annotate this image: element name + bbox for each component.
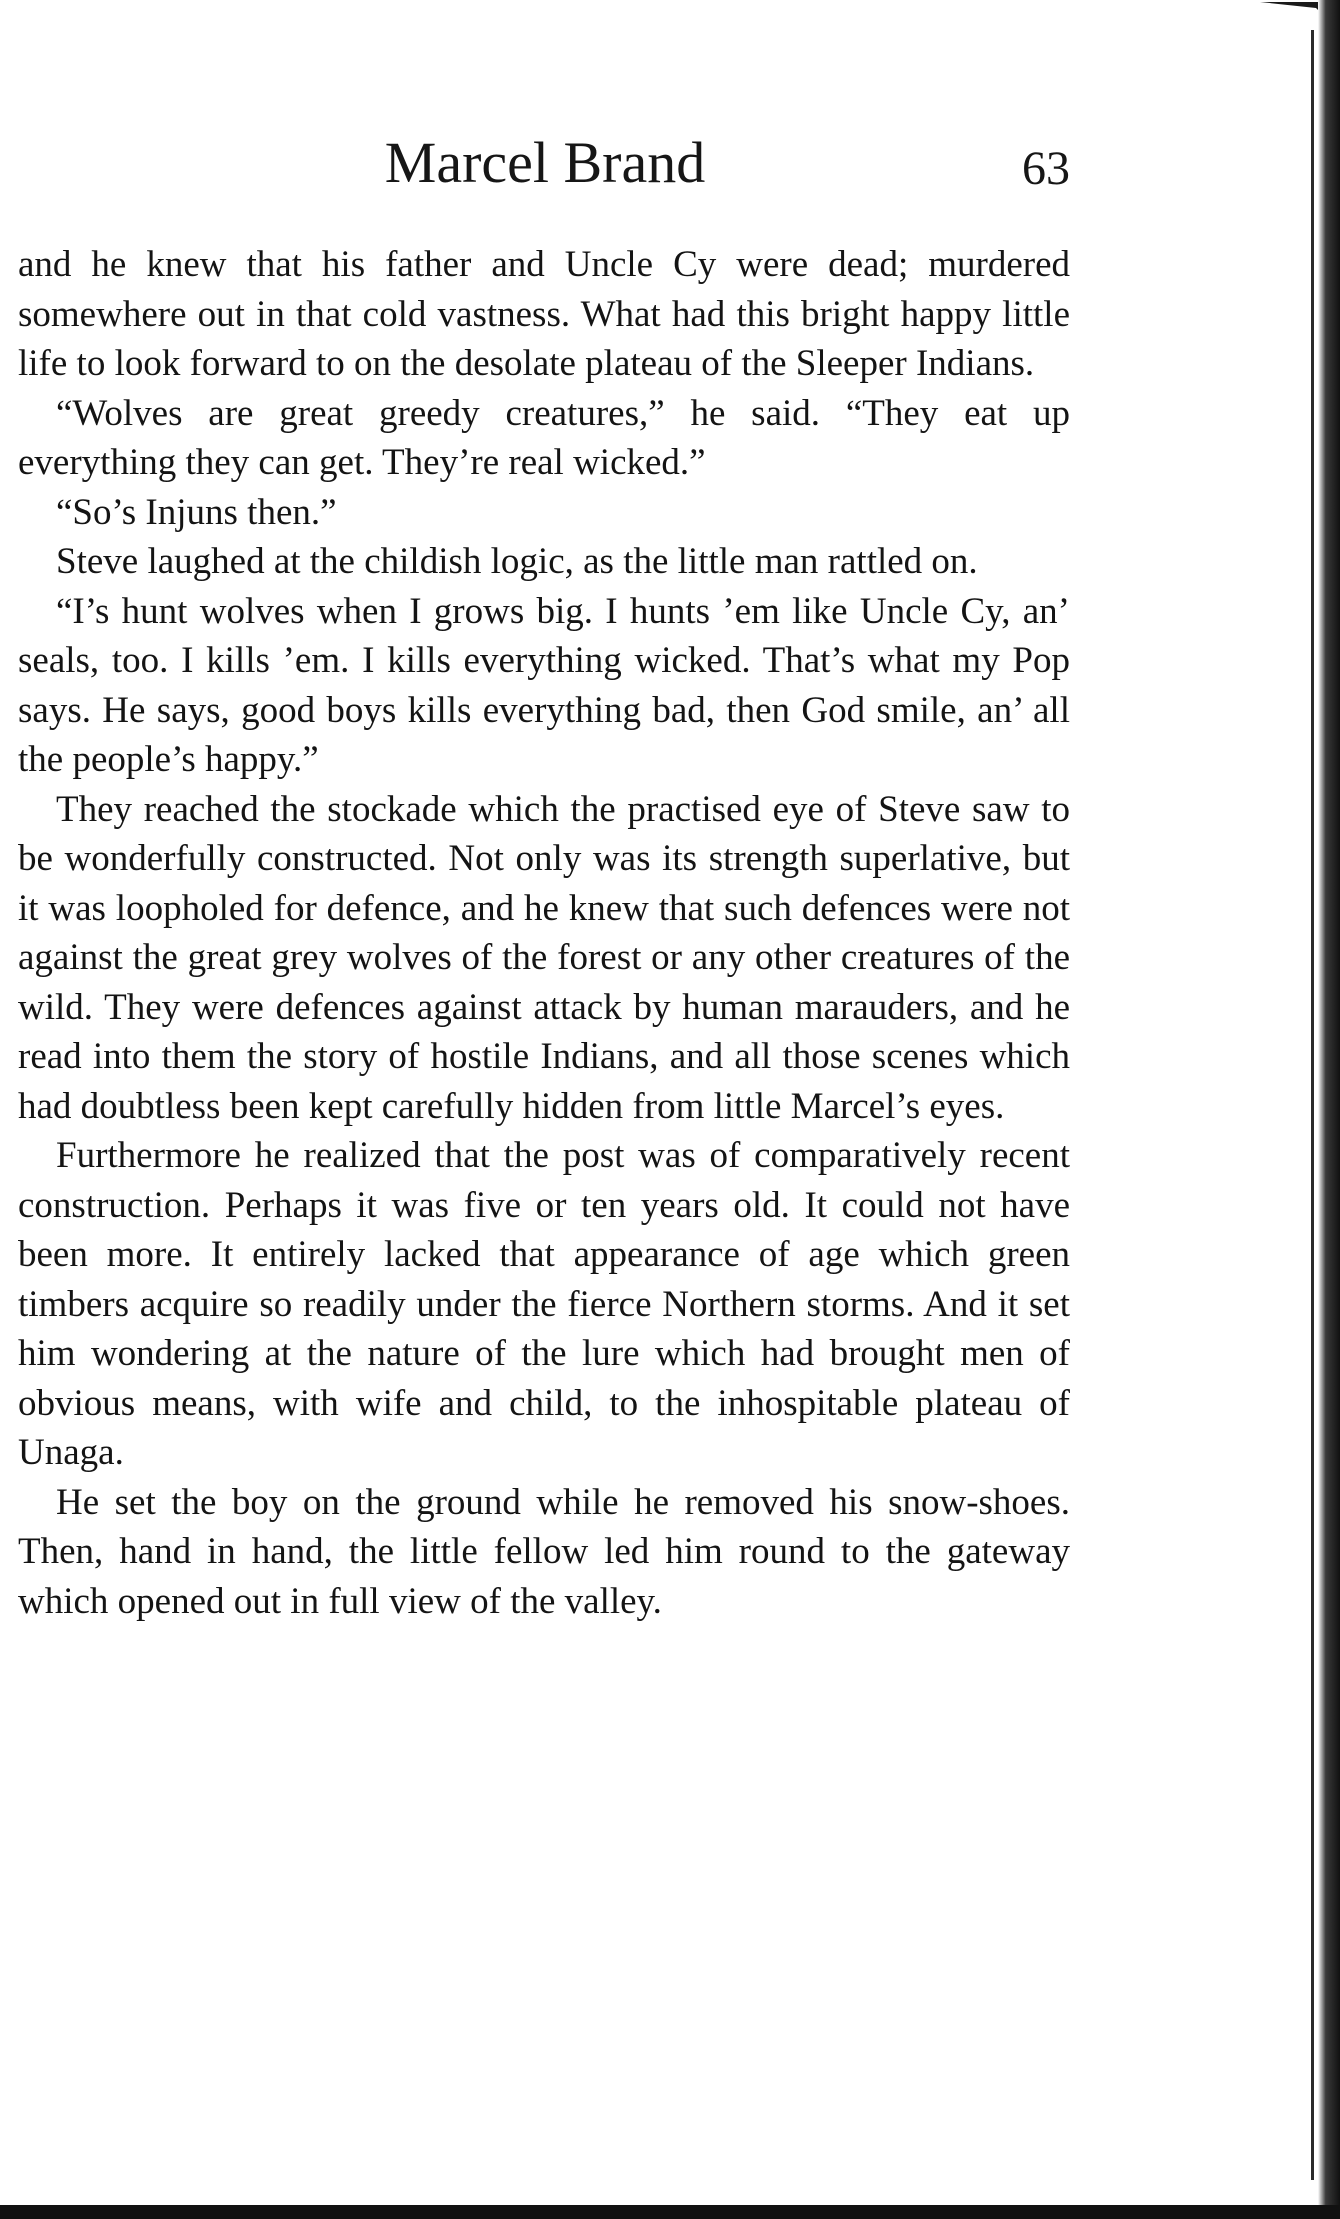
paragraph: “I’s hunt wolves when I grows big. I hunts ’em like Uncle Cy, an’ seals, too. I kills ’em. I kills everything wicked. That’s what my Pop says. He says, good boys kills everything bad, then God smile, an’ all the people’s happy.”: [18, 590, 1070, 780]
running-title: Marcel Brand: [384, 130, 706, 195]
page-edge-shadow: [1318, 0, 1340, 2219]
page-bottom-edge: [0, 2205, 1340, 2219]
page-edge-line: [1311, 30, 1314, 2180]
paragraph: He set the boy on the ground while he removed his snow-shoes. Then, hand in hand, the little fellow led him round to the gateway which opened out in full view of the valley.: [18, 1481, 1070, 1622]
paragraph: “So’s Injuns then.”: [56, 491, 337, 533]
paragraph: and he knew that his father and Uncle Cy were dead; murdered somewhere out in that cold vastness. What had this bright happy little life to look forward to on the desolate plateau of the Sleeper Indians.: [18, 244, 1070, 384]
paragraph: They reached the stockade which the practised eye of Steve saw to be wonderfully constructed. Not only was its strength superlative, but it was loopholed for defence, and he knew that such defences were not against the great grey wolves of the forest or any other creatures of the wild. They were defences against attack by human marauders, and he read into them the story of hostile Indians, and all those scenes which had doubtless been kept carefully hidden from little Marcel’s eyes.: [18, 788, 1070, 1127]
paragraph: Furthermore he realized that the post was of comparatively recent construction. Perhaps it was five or ten years old. It could not have been more. It entirely lacked that appearance of age which green timbers acquire so readily under the fierce Northern storms. And it set him wondering at the nature of the lure which had brought men of obvious means, with wife and child, to the inhospitable plateau of Unaga.: [18, 1135, 1070, 1473]
page-header: [20, 128, 1070, 198]
body-text: [18, 240, 1070, 1626]
paragraph: “Wolves are great greedy creatures,” he said. “They eat up everything they can get. They’re real wicked.”: [18, 392, 1070, 483]
paragraph: Steve laughed at the childish logic, as the little man rattled on.: [56, 541, 978, 582]
page-number: 63: [1022, 142, 1070, 195]
